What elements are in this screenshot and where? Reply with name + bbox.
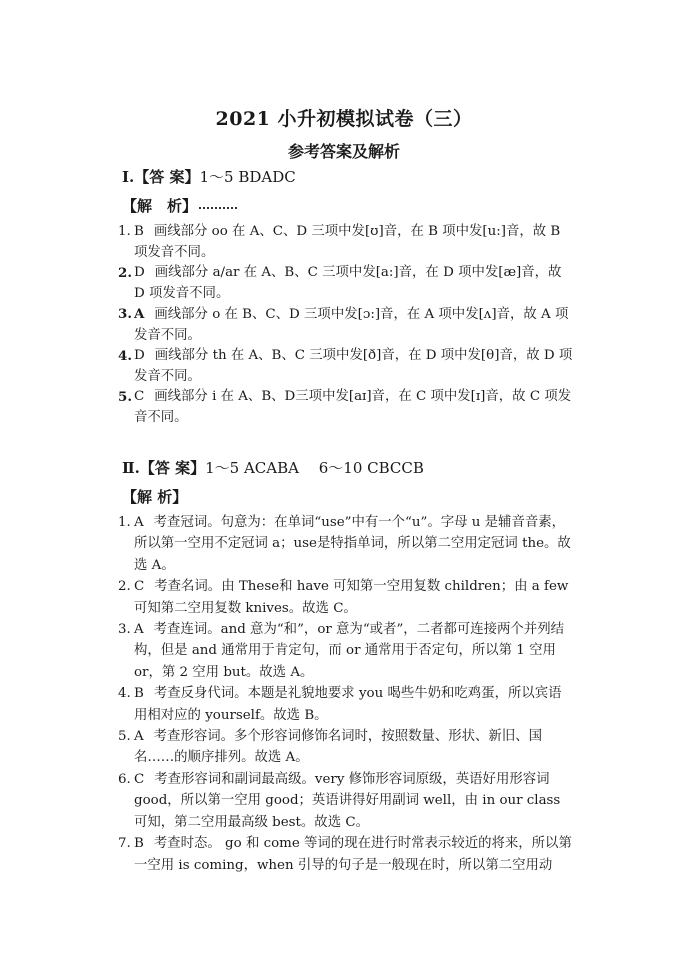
item-number: 5. (118, 729, 131, 745)
item-number: 1. (118, 224, 131, 239)
section2-answer-line (122, 457, 424, 478)
section1-answer-label: 【答 案】 (134, 168, 200, 186)
list-item (118, 576, 573, 619)
item-text: 画线部分 o 在 B、C、D 三项中发[ɔ:]音，在 A 项中发[ʌ]音，故 A 项发音不同。 (134, 307, 569, 343)
item-number: 4. (118, 686, 131, 702)
section1-answer-line (122, 166, 296, 187)
item-number: 1. (118, 515, 131, 530)
item-text: 考查连词。and 意为“和”，or 意为“或者”，二者都可连接两个并列结构，但是 and 通常用于肯定句，而 or 通常用于否定句，所以第 1 空用 or，第 2 空用 but。故选 A。 (134, 622, 564, 680)
section2-analysis-line (122, 486, 187, 507)
list-item (118, 222, 573, 263)
item-letter: C (134, 389, 145, 404)
item-number: 3. (118, 306, 132, 322)
item-text: 画线部分 i 在 A、B、D三项中发[aɪ]音，在 C 项中发[ɪ]音，故 C 项发音不同。 (134, 389, 572, 425)
item-letter: A (134, 729, 144, 745)
item-number: 4. (118, 348, 132, 364)
list-item (118, 769, 573, 833)
item-text: 考查形容词和副词最高级。very 修饰形容词原级，英语好用形容词 good，所以第一空用 good；英语讲得好用副词 well，由 in our class 可知，第二空用最高级 best。故选 C。 (134, 771, 561, 830)
list-item (118, 387, 573, 428)
item-text: 考查形容词。多个形容词修饰名词时，按照数量、形状、新旧、国名……的顺序排列。故选 A。 (134, 729, 542, 766)
section2-analysis-label: 【解 析】 (122, 488, 188, 506)
section1-prefix: Ⅰ. (122, 168, 135, 186)
section2-analysis-list (118, 512, 573, 876)
item-letter: B (134, 686, 144, 702)
item-text: 考查时态。 go 和 come 等词的现在进行时常表示较近的将来，所以第一空用 is coming，when 引导的句子是一般现在时，所以第二空用动 (134, 836, 572, 873)
item-number: 2. (118, 579, 131, 595)
item-text: 考查冠词。句意为：在单词“use”中有一个“u”。字母 u 是辅音音素，所以第一空用不定冠词 a；use是特指单词，所以第二空用定冠词 the。故选 A。 (134, 515, 571, 573)
item-letter: A (134, 622, 144, 638)
section2-prefix: Ⅱ. (122, 459, 140, 477)
list-item (118, 683, 573, 726)
list-item (118, 726, 573, 769)
list-item (118, 304, 573, 346)
item-text: 画线部分 oo 在 A、C、D 三项中发[ʊ]音，在 B 项中发[u:]音，故 B 项发音不同。 (134, 224, 561, 260)
item-text: 画线部分 a/ar 在 A、B、C 三项中发[a:]音，在 D 项中发[æ]音，故 D 项发音不同。 (134, 265, 562, 301)
page-subtitle: 参考答案及解析 (287, 142, 400, 161)
item-letter: A (134, 306, 145, 322)
list-item (118, 512, 573, 576)
item-text: 考查反身代词。本题是礼貌地要求 you 喝些牛奶和吃鸡蛋，所以宾语用相对应的 yourself。故选 B。 (134, 686, 562, 723)
section1-analysis-label: 【解 析】 (122, 197, 198, 215)
dotted-mark (199, 205, 237, 209)
item-number: 6. (118, 771, 131, 787)
item-letter: D (134, 348, 145, 363)
item-number: 2. (118, 265, 132, 281)
item-letter: C (134, 579, 145, 595)
item-letter: B (134, 836, 144, 852)
list-item (118, 346, 573, 387)
section2-answers: 1～5 ACABA 6～10 CBCCB (205, 459, 424, 477)
item-text: 考查名词。由 These和 have 可知第一空用复数 children；由 a few 可知第二空用复数 knives。故选 C。 (134, 579, 569, 616)
page-title: 2021 小升初模拟试卷（三） (215, 108, 473, 130)
list-item (118, 833, 573, 876)
item-letter: D (134, 265, 145, 280)
list-item (118, 263, 573, 304)
section1-answers: 1～5 BDADC (199, 168, 296, 186)
item-letter: C (134, 771, 145, 787)
item-letter: B (134, 224, 144, 239)
item-number: 3. (118, 622, 131, 638)
section2-answer-label: 【答 案】 (139, 459, 206, 477)
item-number: 5. (118, 389, 132, 405)
section1-analysis-list (118, 222, 573, 428)
item-number: 7. (118, 836, 131, 852)
list-item (118, 619, 573, 683)
item-letter: A (134, 515, 144, 530)
section1-analysis-line (122, 195, 237, 216)
item-text: 画线部分 th 在 A、B、C 三项中发[ð]音，在 D 项中发[θ]音，故 D 项发音不同。 (134, 348, 573, 384)
